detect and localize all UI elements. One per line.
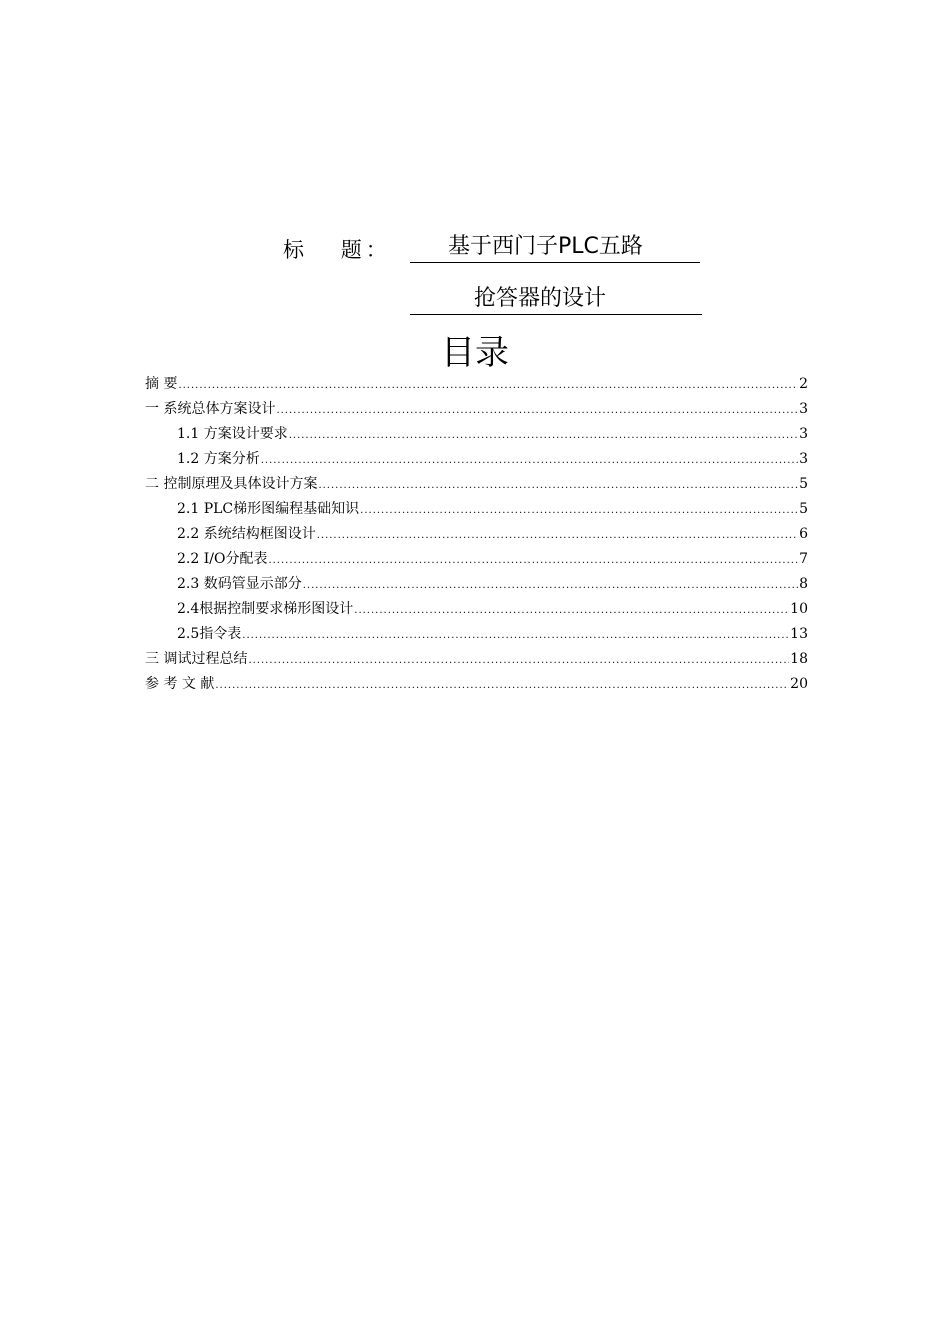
toc-entry-page: 3 bbox=[799, 426, 808, 442]
title-text-2: 抢答器的设计 bbox=[474, 286, 607, 311]
toc-entry[interactable] bbox=[145, 573, 808, 598]
toc-entry[interactable] bbox=[145, 373, 808, 398]
toc-leader-dots bbox=[303, 580, 798, 591]
toc-entry[interactable] bbox=[145, 498, 808, 523]
title-label: 标 题 bbox=[283, 238, 364, 262]
toc-entry-page: 20 bbox=[790, 676, 808, 692]
toc-leader-dots bbox=[248, 655, 789, 666]
toc-entry-label: 2.2 系统结构框图设计 bbox=[177, 526, 316, 542]
toc-leader-dots bbox=[261, 455, 798, 466]
toc-heading: 目录 bbox=[441, 333, 509, 373]
toc-entry-label: 2.4根据控制要求梯形图设计 bbox=[177, 601, 354, 617]
toc-entry-label: 一 系统总体方案设计 bbox=[145, 401, 276, 417]
toc-leader-dots bbox=[318, 480, 798, 491]
toc-entry-page: 3 bbox=[799, 401, 808, 417]
toc-leader-dots bbox=[268, 555, 798, 566]
toc-entry-page: 5 bbox=[799, 501, 808, 517]
toc-leader-dots bbox=[276, 405, 798, 416]
toc-leader-dots bbox=[215, 680, 789, 691]
toc-entry[interactable] bbox=[145, 448, 808, 473]
toc-entry-label: 参 考 文 献 bbox=[145, 676, 215, 692]
toc-entry[interactable] bbox=[145, 398, 808, 423]
toc-entry-label: 2.1 PLC梯形图编程基础知识 bbox=[177, 501, 360, 517]
toc-entry-page: 10 bbox=[790, 601, 808, 617]
toc-entry-label: 三 调试过程总结 bbox=[145, 651, 248, 667]
toc-leader-dots bbox=[354, 605, 789, 616]
toc-entry[interactable] bbox=[145, 423, 808, 448]
title-label-row bbox=[283, 228, 387, 264]
toc-entry-label: 2.5指令表 bbox=[177, 626, 242, 642]
table-of-contents bbox=[145, 373, 808, 698]
toc-entry-page: 3 bbox=[799, 451, 808, 467]
toc-entry-page: 18 bbox=[790, 651, 808, 667]
title-colon: ： bbox=[365, 238, 387, 262]
toc-entry-label: 1.2 方案分析 bbox=[177, 451, 260, 467]
toc-entry[interactable] bbox=[145, 548, 808, 573]
toc-leader-dots bbox=[317, 530, 798, 541]
toc-entry[interactable] bbox=[145, 623, 808, 648]
toc-leader-dots bbox=[242, 630, 789, 641]
toc-entry-label: 二 控制原理及具体设计方案 bbox=[145, 476, 318, 492]
title-line-1 bbox=[410, 228, 700, 263]
toc-entry-page: 6 bbox=[799, 526, 808, 542]
toc-entry-page: 7 bbox=[799, 551, 808, 567]
toc-entry-label: 1.1 方案设计要求 bbox=[177, 426, 288, 442]
toc-entry[interactable] bbox=[145, 648, 808, 673]
title-line-2 bbox=[410, 280, 702, 315]
toc-entry[interactable] bbox=[145, 523, 808, 548]
toc-entry[interactable] bbox=[145, 673, 808, 698]
toc-entry-page: 13 bbox=[790, 626, 808, 642]
toc-entry-page: 5 bbox=[799, 476, 808, 492]
toc-entry[interactable] bbox=[145, 598, 808, 623]
toc-entry-label: 2.2 I/O分配表 bbox=[177, 551, 268, 567]
toc-leader-dots bbox=[289, 430, 798, 441]
toc-entry-label: 2.3 数码管显示部分 bbox=[177, 576, 302, 592]
toc-entry-page: 2 bbox=[799, 376, 808, 392]
toc-entry-page: 8 bbox=[799, 576, 808, 592]
toc-leader-dots bbox=[178, 380, 798, 391]
toc-entry[interactable] bbox=[145, 473, 808, 498]
title-text-1: 基于西门子PLC五路 bbox=[448, 234, 643, 259]
toc-entry-label: 摘 要 bbox=[145, 376, 178, 392]
toc-leader-dots bbox=[360, 505, 798, 516]
